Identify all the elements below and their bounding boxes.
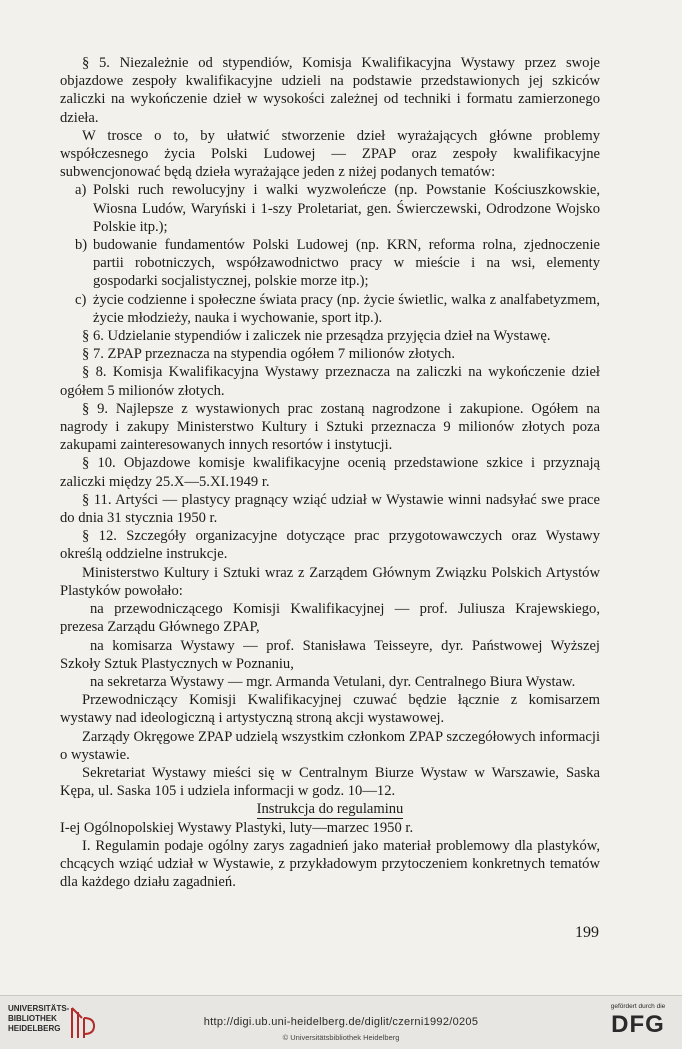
paragraph-supervision: Przewodniczący Komisji Kwalifikacyjnej czuwać będzie łącznie z komisarzem wystawy nad ideologiczną i artystyczną stroną akcji wystawowej. <box>60 692 600 727</box>
dfg-caption: gefördert durch die <box>610 1003 666 1010</box>
paragraph-s7: § 7. ZPAP przeznacza na stypendia ogółem 7 milionów złotych. <box>82 346 456 363</box>
paragraph-instruction-subtitle: I-ej Ogólnopolskiej Wystawy Plastyki, luty—marzec 1950 r. <box>60 819 414 836</box>
list-item-b-text: budowanie fundamentów Polski Ludowej (np. KRN, reforma rolna, zjednoczenie partii robotniczych, współzawodnictwo pracy w mieście i na wsi, elementy gospodarki socjalistycznej, polskie morze itp.); <box>93 237 600 290</box>
section-heading <box>60 800 600 818</box>
list-item-c-label: c) <box>75 291 87 308</box>
list-item-a-label: a) <box>75 182 87 199</box>
list-item-c <box>60 291 600 327</box>
dfg-logo[interactable] <box>600 1002 676 1044</box>
logo-line-3: HEIDELBERG <box>8 1024 61 1033</box>
logo-line-1: UNIVERSITÄTS- <box>8 1004 70 1013</box>
paragraph-ministry: Ministerstwo Kultury i Sztuki wraz z Zarządem Głównym Związku Polskich Artystów Plastyków powołało: <box>60 564 600 599</box>
paragraph-regional-boards: Zarządy Okręgowe ZPAP udzielą wszystkim członkom ZPAP szczegółowych informacji o wystawie. <box>60 728 600 763</box>
dfg-wordmark: DFG <box>611 1011 665 1038</box>
paragraph-s8: § 8. Komisja Kwalifikacyjna Wystawy przeznacza na zaliczki na wykończenie dzieł ogółem 5 milionów złotych. <box>60 364 600 399</box>
list-item-b <box>60 236 600 291</box>
paragraph-commissioner: na komisarza Wystawy — prof. Stanisława Teisseyre, dyr. Państwowej Wyższej Szkoły Sztuk Plastycznych w Poznaniu, <box>60 637 600 672</box>
paragraph-s6: § 6. Udzielanie stypendiów i zaliczek nie przesądza przyjęcia dzieł na Wystawę. <box>82 328 551 345</box>
paragraph-secretary: na sekretarza Wystawy — mgr. Armanda Vetulani, dyr. Centralnego Biura Wystaw. <box>90 673 576 690</box>
footer-divider <box>0 995 682 996</box>
digital-library-link[interactable]: http://digi.ub.uni-heidelberg.de/diglit/czerni1992/0205 <box>203 1016 479 1028</box>
copyright-notice: © Universitätsbibliothek Heidelberg <box>282 1033 400 1042</box>
paragraph-instruction-1: I. Regulamin podaje ogólny zarys zagadnień jako materiał problemowy dla plastyków, chcących wziąć udział w Wystawie, z przykładowym przytoczeniem konkretnych tematów dla każdego działu zagadnień. <box>60 837 600 891</box>
page-body <box>60 54 600 891</box>
paragraph-s10: § 10. Objazdowe komisje kwalifikacyjne ocenią przedstawione szkice i przyznają zaliczki między 25.X—5.XI.1949 r. <box>60 455 600 490</box>
list-item-b-label: b) <box>75 237 88 254</box>
logo-line-2: BIBLIOTHEK <box>8 1014 57 1023</box>
paragraph-s12: § 12. Szczegóły organizacyjne dotyczące prac przygotowawczych oraz Wystawy określą oddzielne instrukcje. <box>60 528 600 563</box>
paragraph-s11: § 11. Artyści — plastycy pragnący wziąć udział w Wystawie winni nadsyłać swe prace do dnia 31 stycznia 1950 r. <box>60 491 600 527</box>
paragraph-s9: § 9. Najlepsze z wystawionych prac zostaną nagrodzone i zakupione. Ogółem na nagrody i zakupy Ministerstwo Kultury i Sztuki przeznacza 9 milionów złotych poza zakupami zainteresowanych innych resortów i instytucji. <box>60 400 600 454</box>
paragraph-secretariat: Sekretariat Wystawy mieści się w Centralnym Biurze Wystaw w Warszawie, Saska Kępa, ul. Saska 105 i udziela informacji w godz. 10—12. <box>60 764 600 800</box>
list-item-c-text: życie codzienne i społeczne świata pracy (np. życie świetlic, walka z analfabetyzmem, życie młodzieży, nauka i wychowanie, sport itp.). <box>93 291 600 326</box>
paragraph-themes-intro: W trosce o to, by ułatwić stworzenie dzieł wyrażających główne problemy współczesnego życia Polski Ludowej — ZPAP oraz zespoły kwalifikacyjne subwencjonować będą dzieła wyrażające jeden z niżej podanych tematów: <box>60 127 600 181</box>
list-item-a-text: Polski ruch rewolucyjny i walki wyzwoleńcze (np. Powstanie Kościuszkowskie, Wiosna Ludów, Waryński i 1-szy Proletariat, gen. Świerczewski, Odrodzone Wojsko Polskie itp.); <box>93 182 600 235</box>
section-heading-text: Instrukcja do regulaminu <box>256 801 404 818</box>
paragraph-s5: § 5. Niezależnie od stypendiów, Komisja Kwalifikacyjna Wystawy przez swoje objazdowe zespoły kwalifikacyjne udzieli na podstawie przedstawionych jej szkiców zaliczki na wykończenie dzieł w wysokości zależnej od techniki i formatu zamierzonego dzieła. <box>60 55 600 126</box>
paragraph-chairman: na przewodniczącego Komisji Kwalifikacyjnej — prof. Juliusza Krajewskiego, prezesa Zarządu Głównego ZPAP, <box>60 601 600 636</box>
page-number: 199 <box>575 924 599 941</box>
list-item-a <box>60 181 600 236</box>
